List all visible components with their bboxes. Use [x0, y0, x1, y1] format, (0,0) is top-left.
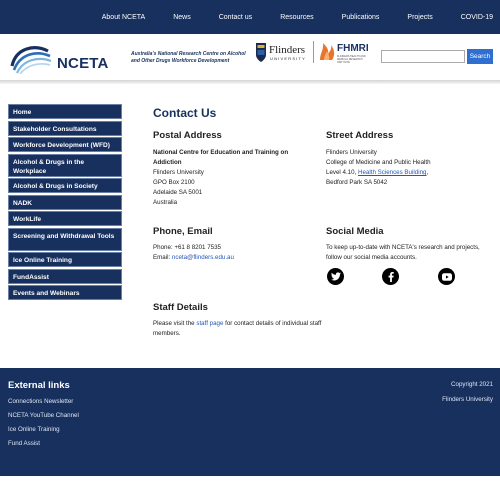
sidebar-item-workplace[interactable]: Alcohol & Drugs in the Workplace	[8, 154, 122, 177]
nceta-logo-icon	[8, 42, 52, 74]
facebook-icon[interactable]	[382, 268, 399, 285]
street-line: Bedford Park SA 5042	[326, 179, 388, 187]
fhmri-subtitle: FLINDERS HEALTH AND MEDICAL RESEARCH INSTITUTE	[337, 55, 366, 64]
sidebar-item-stakeholder[interactable]: Stakeholder Consultations	[8, 121, 122, 136]
sidebar-nav	[8, 104, 122, 302]
nav-news[interactable]: News	[173, 13, 191, 21]
postal-line: Flinders University	[153, 169, 204, 177]
nav-covid[interactable]: COVID-19	[460, 13, 493, 21]
health-sciences-link[interactable]: Health Sciences Building	[358, 169, 427, 177]
nav-publications[interactable]: Publications	[341, 13, 380, 21]
footer-title: External links	[8, 380, 70, 391]
flinders-name: Flinders	[269, 44, 306, 56]
postal-heading: Postal Address	[153, 130, 222, 141]
nceta-logo[interactable]	[8, 42, 108, 74]
email-prefix: Email:	[153, 254, 172, 262]
email-link[interactable]: nceta@flinders.edu.au	[171, 254, 234, 262]
search-input[interactable]	[381, 50, 465, 63]
staff-heading: Staff Details	[153, 302, 208, 313]
staff-suffix: for contact details of individual staff members.	[153, 320, 322, 338]
phone-email-block	[153, 243, 318, 263]
nav-contact[interactable]: Contact us	[218, 13, 253, 21]
flinders-logo[interactable]	[256, 42, 312, 64]
nav-about[interactable]: About NCETA	[101, 13, 146, 21]
top-nav	[88, 0, 495, 34]
top-nav-bar	[0, 0, 500, 34]
site-footer	[0, 368, 500, 476]
sidebar-item-home[interactable]: Home	[8, 104, 122, 119]
logo-divider	[313, 41, 314, 63]
street-line-suffix: ,	[426, 169, 429, 177]
sidebar-item-society[interactable]: Alcohol & Drugs in Society	[8, 178, 122, 193]
street-heading: Street Address	[326, 130, 394, 141]
search-button[interactable]: Search	[467, 49, 493, 64]
street-line-prefix: Level 4.10,	[326, 169, 358, 177]
nav-projects[interactable]: Projects	[407, 13, 433, 21]
footer-link-connections[interactable]: Connections Newsletter	[8, 398, 74, 405]
sidebar-item-wfd[interactable]: Workforce Development (WFD)	[8, 137, 122, 152]
twitter-icon[interactable]	[327, 268, 344, 285]
tagline: Australia's National Research Centre on Alcohol and Other Drugs Workforce Development	[131, 51, 246, 64]
footer-link-fundassist[interactable]: Fund Assist	[8, 440, 40, 447]
copyright-text: Copyright 2021	[451, 381, 493, 388]
postal-org: National Centre for Education and Training on Addiction	[153, 149, 289, 167]
postal-line: Australia	[153, 199, 178, 207]
footer-link-ice[interactable]: Ice Online Training	[8, 426, 60, 433]
social-heading: Social Media	[326, 226, 384, 237]
flinders-subtitle: UNIVERSITY	[270, 56, 307, 61]
sidebar-item-screening[interactable]: Screening and Withdrawal Tools	[8, 228, 122, 251]
footer-link-youtube[interactable]: NCETA YouTube Channel	[8, 412, 79, 419]
logo-text: NCETA	[57, 55, 109, 72]
staff-prefix: Please visit the	[153, 320, 197, 327]
social-text: To keep up-to-date with NCETA's research and projects, follow our social media accounts.	[326, 244, 480, 262]
nav-resources[interactable]: Resources	[280, 13, 314, 21]
sidebar-item-ice[interactable]: Ice Online Training	[8, 252, 122, 267]
youtube-icon[interactable]	[438, 268, 455, 285]
postal-address	[153, 148, 313, 208]
fhmri-name: FHMRI	[337, 43, 369, 54]
header-divider	[0, 80, 500, 84]
sidebar-item-fundassist[interactable]: FundAssist	[8, 269, 122, 284]
fhmri-flame-icon	[318, 41, 336, 61]
page-title: Contact Us	[153, 106, 217, 120]
street-line: Flinders University	[326, 149, 377, 156]
fhmri-logo[interactable]	[318, 41, 373, 63]
street-line: College of Medicine and Public Health	[326, 159, 431, 167]
postal-line: GPO Box 2100	[153, 179, 195, 187]
phone-email-heading: Phone, Email	[153, 226, 213, 237]
phone-text: Phone: +61 8 8201 7535	[153, 244, 221, 251]
staff-text	[153, 319, 325, 339]
sidebar-item-nadk[interactable]: NADK	[8, 195, 122, 210]
postal-line: Adelaide SA 5001	[153, 189, 203, 197]
flinders-crest-icon	[256, 43, 266, 62]
footer-university: Flinders University	[442, 396, 493, 403]
sidebar-item-events[interactable]: Events and Webinars	[8, 285, 122, 300]
sidebar-item-worklife[interactable]: WorkLife	[8, 211, 122, 226]
street-address	[326, 148, 494, 188]
staff-page-link[interactable]: staff page	[196, 320, 224, 327]
